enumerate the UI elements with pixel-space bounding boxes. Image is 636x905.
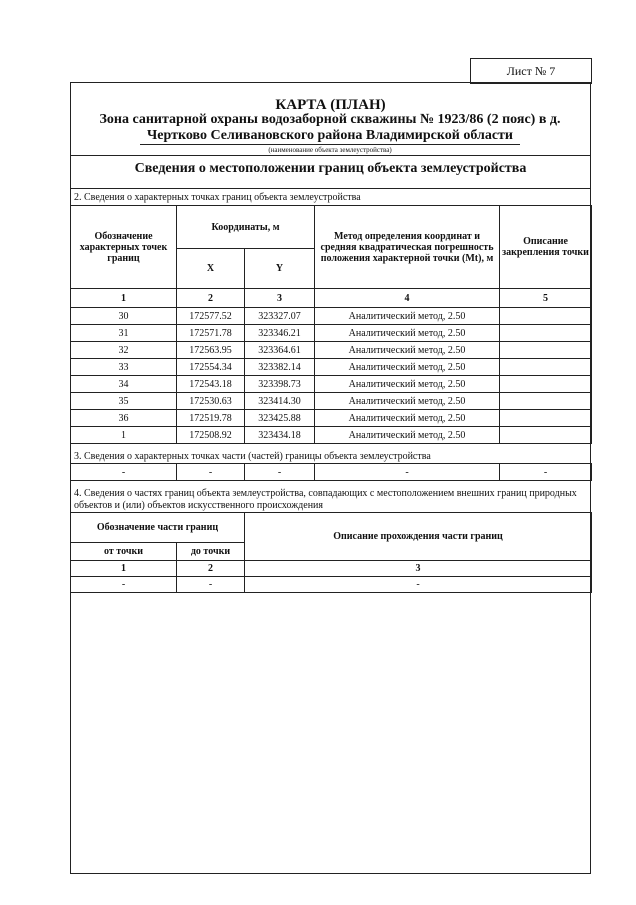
method-cell: Аналитический метод, 2.50 — [315, 359, 500, 376]
y-cell: 323382.14 — [245, 359, 315, 376]
empty-cell: - — [245, 464, 315, 481]
point-cell: 36 — [71, 410, 177, 427]
table-row — [71, 376, 592, 393]
y-cell: 323364.61 — [245, 342, 315, 359]
description-cell — [500, 376, 592, 393]
method-cell: Аналитический метод, 2.50 — [315, 410, 500, 427]
description-cell — [500, 308, 592, 325]
column-number: 5 — [500, 289, 592, 308]
points-table — [70, 205, 592, 444]
method-cell: Аналитический метод, 2.50 — [315, 325, 500, 342]
y-cell: 323434.18 — [245, 427, 315, 444]
point-cell: 32 — [71, 342, 177, 359]
table-row — [71, 308, 592, 325]
point-cell: 1 — [71, 427, 177, 444]
y-cell: 323425.88 — [245, 410, 315, 427]
y-cell: 323398.73 — [245, 376, 315, 393]
column-number: 1 — [71, 561, 177, 577]
empty-cell: - — [315, 464, 500, 481]
x-cell: 172543.18 — [177, 376, 245, 393]
header-part-designation: Обозначение части границ — [71, 513, 245, 543]
table-row — [71, 577, 592, 593]
parts-points-table — [70, 463, 592, 481]
boundary-parts-table — [70, 512, 592, 593]
description-cell — [500, 342, 592, 359]
x-cell: 172508.92 — [177, 427, 245, 444]
empty-cell: - — [177, 464, 245, 481]
method-cell: Аналитический метод, 2.50 — [315, 342, 500, 359]
header-coordinates: Координаты, м — [177, 206, 315, 249]
header-point-designation: Обозначение характерных точек границ — [71, 206, 177, 289]
description-cell — [500, 325, 592, 342]
section-3-label: 3. Сведения о характерных точках части (частей) границы объекта землеустройства — [74, 451, 431, 462]
table-row — [71, 427, 592, 444]
point-cell: 33 — [71, 359, 177, 376]
column-number: 2 — [177, 289, 245, 308]
header-passage-description: Описание прохождения части границ — [245, 513, 592, 561]
table-row — [71, 464, 592, 481]
y-cell: 323327.07 — [245, 308, 315, 325]
header-x: X — [177, 249, 245, 289]
x-cell: 172571.78 — [177, 325, 245, 342]
empty-cell: - — [500, 464, 592, 481]
header-y: Y — [245, 249, 315, 289]
description-cell — [500, 410, 592, 427]
method-cell: Аналитический метод, 2.50 — [315, 393, 500, 410]
method-cell: Аналитический метод, 2.50 — [315, 427, 500, 444]
description-cell — [500, 359, 592, 376]
empty-cell: - — [177, 577, 245, 593]
y-cell: 323346.21 — [245, 325, 315, 342]
y-cell: 323414.30 — [245, 393, 315, 410]
x-cell: 172577.52 — [177, 308, 245, 325]
section-2-label: 2. Сведения о характерных точках границ объекта землеустройства — [74, 192, 361, 203]
x-cell: 172563.95 — [177, 342, 245, 359]
table-row — [71, 325, 592, 342]
x-cell: 172519.78 — [177, 410, 245, 427]
divider — [70, 155, 591, 156]
column-number: 3 — [245, 561, 592, 577]
section-4-label: 4. Сведения о частях границ объекта землеустройства, совпадающих с местоположением внешних границ природных объектов и (или) объектов искусственного происхождения — [74, 488, 577, 511]
object-name-caption: (наименование объекта землеустройства) — [140, 144, 520, 154]
point-cell: 31 — [71, 325, 177, 342]
empty-cell: - — [245, 577, 592, 593]
table-row — [71, 410, 592, 427]
header-from-point: от точки — [71, 543, 177, 561]
point-cell: 35 — [71, 393, 177, 410]
table-row — [71, 359, 592, 376]
header-to-point: до точки — [177, 543, 245, 561]
point-cell: 34 — [71, 376, 177, 393]
column-number: 2 — [177, 561, 245, 577]
empty-cell: - — [71, 464, 177, 481]
description-cell — [500, 427, 592, 444]
x-cell: 172530.63 — [177, 393, 245, 410]
column-number: 1 — [71, 289, 177, 308]
description-cell — [500, 393, 592, 410]
object-name: Зона санитарной охраны водозаборной скважины № 1923/86 (2 пояс) в д. Чертково Селивановского района Владимирской области — [99, 112, 561, 143]
column-number: 3 — [245, 289, 315, 308]
table-row — [71, 342, 592, 359]
divider — [70, 188, 591, 189]
method-cell: Аналитический метод, 2.50 — [315, 376, 500, 393]
point-cell: 30 — [71, 308, 177, 325]
header-description: Описание закрепления точки — [500, 206, 592, 289]
main-heading: Сведения о местоположении границ объекта землеустройства — [134, 161, 527, 176]
page-title: КАРТА (ПЛАН) — [275, 97, 386, 113]
header-method: Метод определения координат и средняя квадратическая погрешность положения характерной точки (Mt), м — [315, 206, 500, 289]
method-cell: Аналитический метод, 2.50 — [315, 308, 500, 325]
x-cell: 172554.34 — [177, 359, 245, 376]
empty-cell: - — [71, 577, 177, 593]
column-number: 4 — [315, 289, 500, 308]
sheet-number-box: Лист № 7 — [470, 58, 592, 84]
table-row — [71, 393, 592, 410]
